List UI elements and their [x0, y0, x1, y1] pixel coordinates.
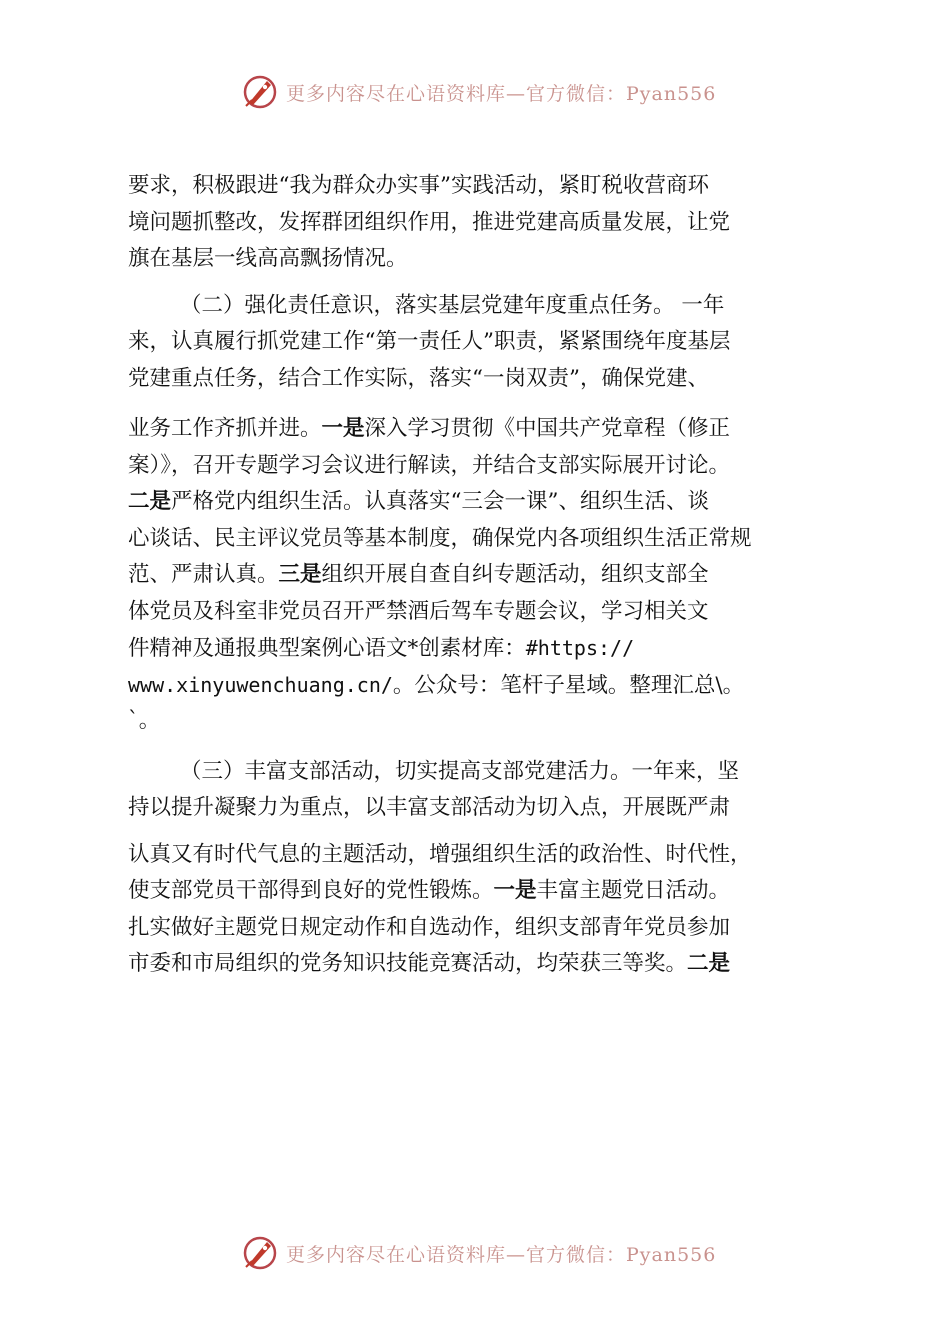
- bold-marker: 三是: [278, 562, 322, 587]
- footer-banner: [240, 1233, 760, 1273]
- text-line: 扎实做好主题党日规定动作和自选动作，组织支部青年党员参加: [128, 914, 731, 940]
- text-line: 持以提升凝聚力为重点，以丰富支部活动为切入点，开展既严肃: [128, 795, 731, 820]
- header-banner: [240, 72, 760, 112]
- section-heading-3: （三）丰富支部活动，切实提高支部党建活力。一年来，坚: [180, 758, 740, 784]
- document-body: [128, 168, 848, 983]
- pen-nib-logo-icon: [240, 1233, 280, 1273]
- bold-marker: 一是: [321, 416, 365, 441]
- text-line: `。: [128, 708, 161, 733]
- url-text: #https://: [525, 636, 635, 660]
- text-line: 来，认真履行抓党建工作“第一责任人”职责，紧紧围绕年度基层: [128, 329, 731, 354]
- bold-marker: 一是: [493, 878, 537, 903]
- text-line: 件精神及通报典型案例心语文*创素材库：#https://: [128, 636, 635, 661]
- url-text: www.xinyuwenchuang.cn/: [128, 672, 393, 697]
- text-line: 体党员及科室非党员召开严禁酒后驾车专题会议，学习相关文: [128, 598, 709, 624]
- bold-marker: 二是: [128, 489, 172, 514]
- text-line: 二是严格党内组织生活。认真落实“三会一课”、组织生活、谈: [128, 489, 710, 514]
- bold-marker: 二是: [687, 951, 731, 976]
- banner-text: 更多内容尽在心语资料库—官方微信：Pyan556: [286, 1243, 717, 1266]
- banner-text: 更多内容尽在心语资料库—官方微信：Pyan556: [286, 82, 717, 105]
- text-line: 市委和市局组织的党务知识技能竞赛活动，均荣获三等奖。二是: [128, 951, 731, 976]
- text-line: 旗在基层一线高高飘扬情况。: [128, 246, 408, 271]
- text-line: 要求，积极跟进“我为群众办实事”实践活动，紧盯税收营商环: [128, 173, 709, 198]
- text-line: 使支部党员干部得到良好的党性锻炼。一是丰富主题党日活动。: [128, 878, 731, 903]
- pen-nib-logo-icon: [240, 72, 280, 112]
- text-line: 案）》，召开专题学习会议进行解读，并结合支部实际展开讨论。: [128, 452, 731, 478]
- section-heading-2: （二）强化责任意识，落实基层党建年度重点任务。 一年: [180, 292, 725, 318]
- text-line: 业务工作齐抓并进。一是深入学习贯彻《中国共产党章程（修正: [128, 416, 731, 441]
- text-line: 范、严肃认真。三是组织开展自查自纠专题活动，组织支部全: [128, 562, 709, 587]
- text-line: 党建重点任务，结合工作实际，落实“一岗双责”，确保党建、: [128, 365, 709, 391]
- text-line: www.xinyuwenchuang.cn/。公众号：笔杆子星域。整理汇总\。: [128, 672, 745, 698]
- text-line: 心谈话、民主评议党员等基本制度，确保党内各项组织生活正常规: [128, 525, 752, 551]
- text-line: 境问题抓整改，发挥群团组织作用，推进党建高质量发展，让党: [128, 209, 731, 235]
- text-line: 认真又有时代气息的主题活动，增强组织生活的政治性、时代性，: [128, 841, 752, 867]
